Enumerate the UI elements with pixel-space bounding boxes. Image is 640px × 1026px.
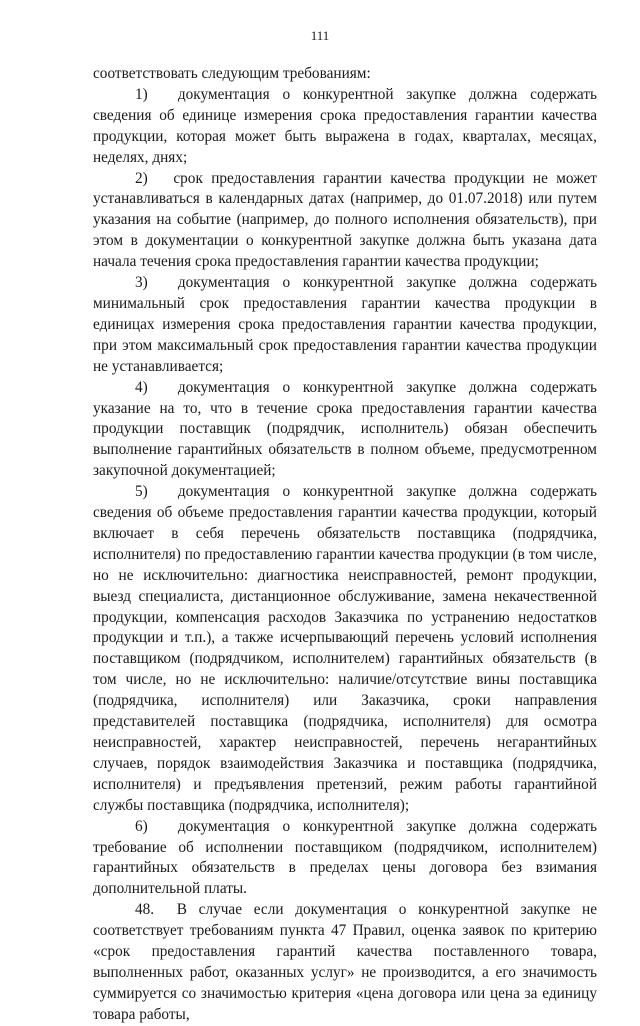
item-number: 5): [135, 483, 148, 501]
list-item-6: [93, 817, 597, 901]
item-text: срок предоставления гарантии качества продукции не может устанавливаться в календарных датах (например, до 01.07.2018) или путем указания на событие (например, до полного исполнения обязательств), при этом в документации о конкурентной закупке должна быть указана дата начала течения срока предоставления гарантии качества продукции;: [93, 169, 597, 271]
item-number: 4): [135, 378, 148, 396]
item-text: документация о конкурентной закупке должна содержать сведения об объеме предоставления гарантии качества продукции, который включает в себя перечень обязательств поставщика (подрядчика, исполнителя) по предоставлению гарантии качества продукции (в том числе, но не исключительно: диагностика неисправностей, ремонт продукции, выезд специалиста, дистанционное обслуживание, замена некачественной продукции, компенсация расходов Заказчика по устранению недостатков продукции и т.п.), а также исчерпывающий перечень условий исполнения поставщиком (подрядчиком, исполнителем) гарантийных обязательств (в том числе, но не исключительно: наличие/отсутствие вины поставщика (подрядчика, исполнителя) или Заказчика, сроки направления представителей поставщика (подрядчика, исполнителя) для осмотра неисправностей, характер неисправностей, перечень негарантийных случаев, порядок взаимодействия Заказчика и поставщика (подрядчика, исполнителя) и предъявления претензий, режим работы гарантийной службы поставщика (подрядчика, исполнителя);: [93, 483, 597, 814]
item-number: 1): [135, 85, 148, 103]
intro-paragraph: соответствовать следующим требованиям:: [93, 65, 371, 82]
page-number: 111: [310, 28, 330, 43]
list-item-3: [93, 273, 597, 378]
item-number: 48.: [135, 901, 155, 919]
document-body: [93, 64, 597, 1026]
item-number: 3): [135, 274, 148, 292]
list-item-2: [93, 169, 597, 274]
item-number: 6): [135, 817, 148, 835]
item-number: 2): [135, 169, 148, 187]
item-text: документация о конкурентной закупке должна содержать требование об исполнении поставщиком (подрядчиком, исполнителем) гарантийных обязательств в пределах цены договора без взимания дополнительной платы.: [93, 817, 597, 898]
item-text: документация о конкурентной закупке должна содержать минимальный срок предоставления гарантии качества продукции в единицах измерения срока предоставления гарантии качества продукции, при этом максимальный срок предоставления гарантии качества продукции не устанавливается;: [93, 274, 597, 375]
item-text: документация о конкурентной закупке должна содержать указание на то, что в течение срока предоставления гарантии качества продукции поставщик (подрядчик, исполнитель) обязан обеспечить выполнение гарантийных обязательств в полном объеме, предусмотренном закупочной документацией;: [93, 378, 597, 480]
section-48: [93, 900, 597, 1025]
list-item-5: [93, 482, 597, 817]
item-text: документация о конкурентной закупке должна содержать сведения об единице измерения срока предоставления гарантии качества продукции, которая может быть выражена в годах, кварталах, месяцах, неделях, днях;: [93, 85, 597, 166]
list-item-4: [93, 378, 597, 483]
item-text: В случае если документация о конкурентной закупке не соответствует требованиям пункта 47 Правил, оценка заявок по критерию «срок предоставления гарантий качества поставленного товара, выполненных работ, оказанных услуг» не производится, а его значимость суммируется со значимостью критерия «цена договора или цена за единицу товара работы,: [93, 901, 597, 1023]
list-item-1: [93, 85, 597, 169]
